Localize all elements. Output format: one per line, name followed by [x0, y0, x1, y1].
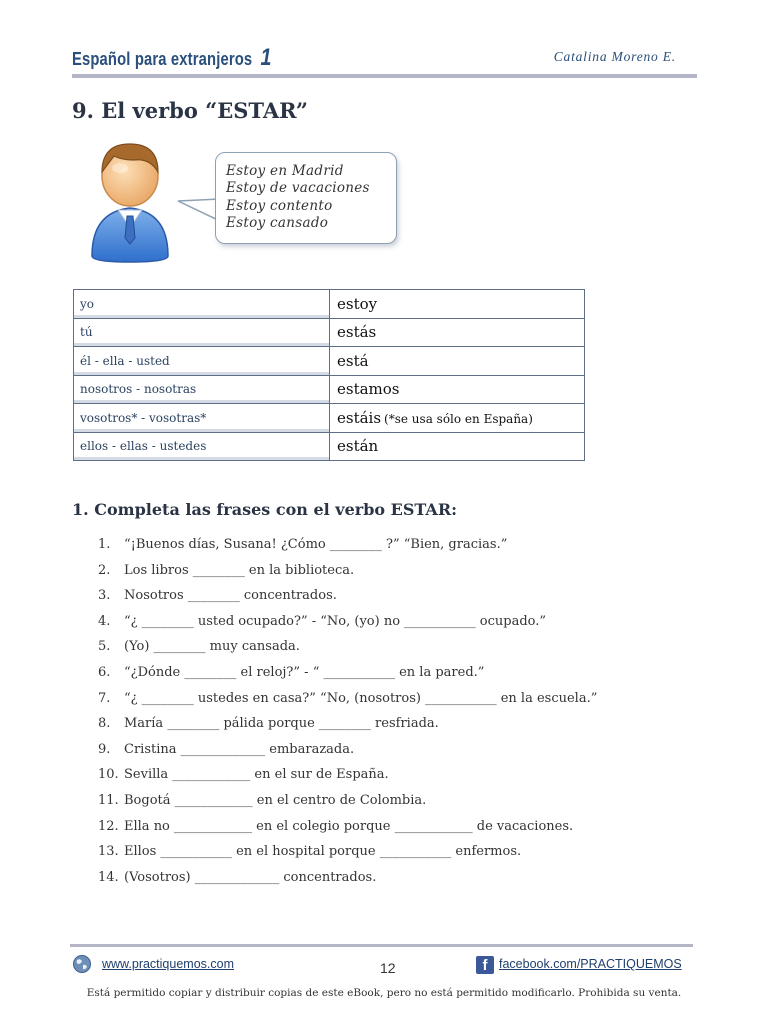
list-item — [98, 716, 597, 742]
table-row — [74, 318, 585, 347]
list-item — [98, 537, 597, 563]
list-item — [98, 588, 597, 614]
item-text: María ________ pálida porque ________ resfriada. — [124, 716, 439, 732]
item-text: (Yo) ________ muy cansada. — [124, 639, 300, 655]
item-number: 7. — [98, 690, 111, 706]
businessman-avatar-icon — [88, 138, 172, 264]
verb-note: (*se usa sólo en España) — [384, 411, 533, 426]
list-item — [98, 639, 597, 665]
item-text: (Vosotros) _____________ concentrados. — [124, 869, 377, 885]
verb-cell — [330, 290, 585, 319]
item-text: Sevilla ____________ en el sur de España. — [124, 767, 389, 783]
verb-cell — [330, 375, 585, 404]
item-text: “¿ ________ usted ocupado?” - “No, (yo) no ___________ ocupado.” — [124, 613, 547, 629]
list-item — [98, 742, 597, 768]
verb-form: está — [337, 351, 369, 370]
page-number: 12 — [380, 960, 396, 976]
item-number: 10. — [98, 767, 119, 783]
book-title — [72, 44, 272, 72]
item-number: 4. — [98, 613, 111, 629]
item-number: 2. — [98, 562, 111, 578]
pronoun-cell: vosotros* - vosotras* — [74, 404, 330, 433]
table-row — [74, 347, 585, 376]
verb-cell — [330, 318, 585, 347]
list-item — [98, 870, 597, 896]
pronoun-cell: tú — [74, 318, 330, 347]
pronoun-cell: yo — [74, 290, 330, 319]
item-number: 3. — [98, 588, 111, 604]
item-number: 5. — [98, 639, 111, 655]
list-item — [98, 793, 597, 819]
table-row — [74, 375, 585, 404]
item-number: 12. — [98, 818, 119, 834]
item-number: 1. — [98, 537, 111, 552]
list-item — [98, 844, 597, 870]
exercise-title: 1. Completa las frases con el verbo ESTAR: — [72, 500, 458, 519]
bubble-line: Estoy en Madrid — [226, 163, 344, 179]
speech-bubble-tail — [176, 195, 220, 225]
verb-form: están — [337, 437, 379, 456]
exercise-list — [98, 537, 597, 895]
verb-form: estamos — [337, 380, 400, 399]
item-text: Ellos ___________ en el hospital porque ___________ enfermos. — [124, 844, 522, 860]
section-title: 9. El verbo “ESTAR” — [72, 98, 308, 123]
verb-form: estoy — [337, 294, 378, 313]
item-text: “¡Buenos días, Susana! ¿Cómo ________ ?” “Bien, gracias.” — [124, 537, 508, 552]
item-number: 9. — [98, 741, 111, 757]
verb-cell — [330, 404, 585, 433]
header-divider — [72, 74, 697, 78]
item-text: Los libros ________ en la biblioteca. — [124, 562, 355, 578]
pronoun-cell: ellos - ellas - ustedes — [74, 432, 330, 461]
book-title-text: Español para extranjeros — [72, 49, 253, 69]
verb-cell — [330, 347, 585, 376]
list-item — [98, 614, 597, 640]
book-number: 1 — [260, 44, 272, 71]
speech-bubble — [215, 152, 397, 244]
item-text: Bogotá ____________ en el centro de Colombia. — [124, 792, 427, 808]
item-text: “¿Dónde ________ el reloj?” - “ ___________ en la pared.” — [124, 664, 485, 680]
list-item — [98, 563, 597, 589]
item-text: Cristina _____________ embarazada. — [124, 741, 355, 757]
globe-icon — [72, 954, 92, 974]
facebook-icon[interactable]: f — [476, 956, 494, 974]
item-number: 11. — [98, 792, 119, 808]
bubble-line: Estoy cansado — [226, 215, 329, 232]
bubble-line: Estoy contento — [226, 197, 333, 214]
list-item — [98, 691, 597, 717]
item-number: 13. — [98, 844, 119, 860]
item-text: “¿ ________ ustedes en casa?” “No, (nosotros) ___________ en la escuela.” — [124, 690, 598, 706]
footer-divider — [70, 944, 693, 947]
list-item — [98, 767, 597, 793]
list-item — [98, 665, 597, 691]
author-name: Catalina Moreno E. — [553, 49, 676, 64]
copyright-notice: Está permitido copiar y distribuir copias de este eBook, pero no está permitido modificarlo. Prohibida su venta. — [86, 987, 682, 999]
item-text: Ella no ____________ en el colegio porque ____________ de vacaciones. — [124, 818, 574, 834]
table-row — [74, 404, 585, 433]
verb-cell — [330, 432, 585, 461]
bubble-line: Estoy de vacaciones — [226, 180, 370, 197]
item-number: 6. — [98, 664, 111, 680]
verb-form: estás — [337, 323, 377, 342]
item-text: Nosotros ________ concentrados. — [124, 588, 337, 604]
facebook-link[interactable]: facebook.com/PRACTIQUEMOS — [499, 957, 682, 971]
pronoun-cell: nosotros - nosotras — [74, 375, 330, 404]
pronoun-cell: él - ella - usted — [74, 347, 330, 376]
item-number: 14. — [98, 869, 119, 885]
list-item — [98, 819, 597, 845]
item-number: 8. — [98, 716, 111, 732]
conjugation-table — [73, 289, 585, 461]
verb-form: estáis — [337, 408, 382, 427]
table-row — [74, 432, 585, 461]
table-row — [74, 290, 585, 319]
website-link[interactable]: www.practiquemos.com — [102, 957, 234, 971]
